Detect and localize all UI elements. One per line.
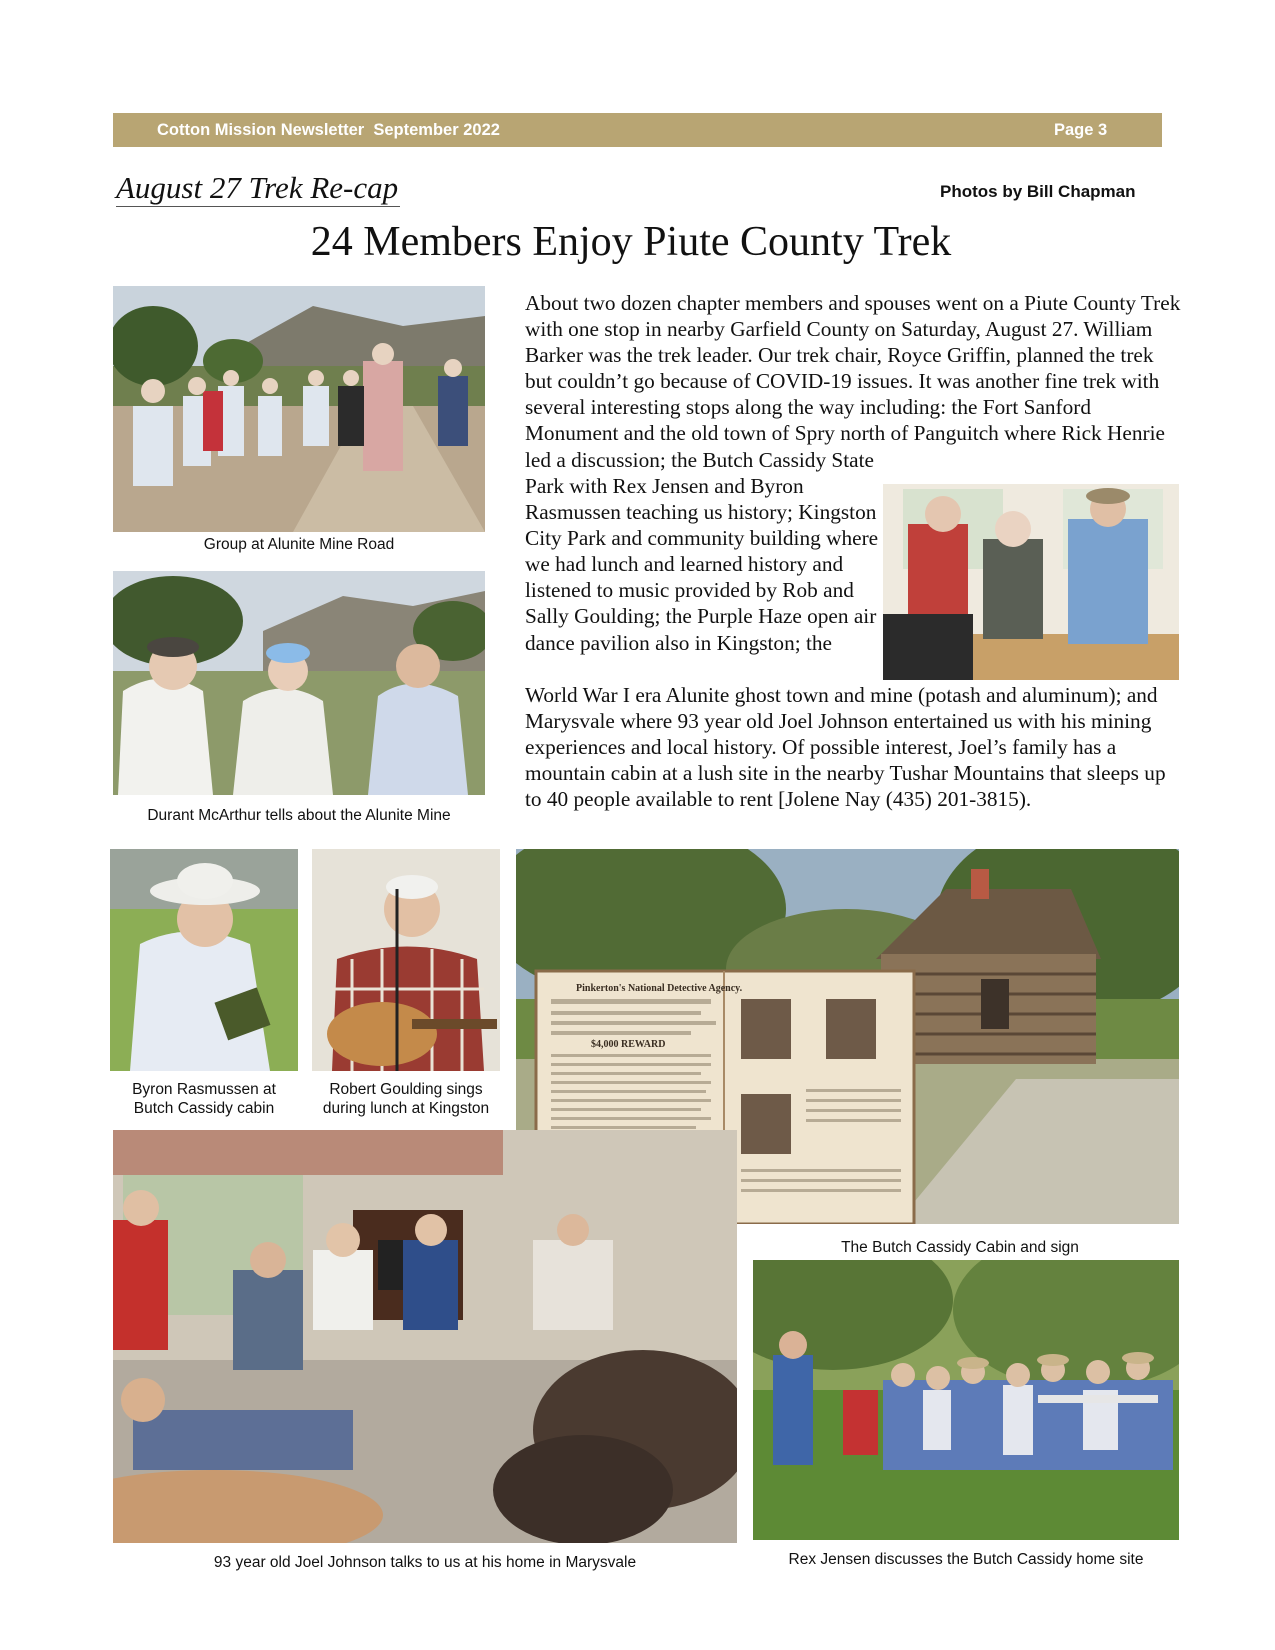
caption-robert-line1: Robert Goulding sings (329, 1081, 483, 1098)
headline: 24 Members Enjoy Piute County Trek (310, 219, 952, 265)
article-paragraph-top: About two dozen chapter members and spouses went on a Piute County Trek with one stop in nearby Garfield County on Saturday, August 27. William Barker was the trek leader. Our trek chair, Royce Griffin, planned the trek but couldn’t go because of COVID-19 issues. It was another fine trek with several interesting stops along the way including: the Fort Sanford Monument and the old town of Spry north of Panguitch where Rick Henrie led a discussion; the Butch Cassidy State (525, 291, 1181, 472)
photo-credit: Photos by Bill Chapman (940, 182, 1136, 201)
article-paragraph-bottom: World War I era Alunite ghost town and mine (potash and aluminum); and Marysvale where 93 year old Joel Johnson entertained us with his mining experiences and local history. Of possible interest, Joel’s family has a mountain cabin at a lush site in the nearby Tushar Mountains that sleeps up to 40 people available to rent [Jolene Nay (435) 201-3815). (525, 683, 1166, 812)
caption-durant: Durant McArthur tells about the Alunite Mine (147, 807, 451, 824)
caption-cabin: The Butch Cassidy Cabin and sign (841, 1239, 1079, 1256)
photo-rex-jensen (753, 1260, 1179, 1540)
sign-reward-text: $4,000 REWARD (591, 1039, 666, 1050)
newsletter-title: Cotton Mission Newsletter September 2022 (157, 121, 500, 139)
caption-byron-line1: Byron Rasmussen at (132, 1081, 276, 1098)
caption-alunite-road: Group at Alunite Mine Road (203, 536, 395, 553)
caption-robert-line2: during lunch at Kingston (322, 1100, 490, 1117)
page-number: Page 3 (1054, 121, 1108, 139)
photo-byron-rasmussen (110, 849, 298, 1071)
section-title: August 27 Trek Re-cap (116, 170, 399, 205)
photo-kingston-indoor (883, 484, 1179, 680)
photo-joel-johnson (113, 1130, 737, 1543)
photo-robert-goulding (312, 849, 500, 1071)
photo-durant-mcarthur (113, 571, 485, 795)
caption-rex: Rex Jensen discusses the Butch Cassidy home site (788, 1551, 1144, 1568)
article-paragraph-middle: Park with Rex Jensen and Byron Rasmussen teaching us history; Kingston City Park and community building where we had lunch and learned history and listened to music provided by Rob and Sally Goulding; the Purple Haze open air dance pavilion also in Kingston; the (525, 474, 879, 655)
caption-byron-line2: Butch Cassidy cabin (133, 1100, 275, 1117)
caption-joel: 93 year old Joel Johnson talks to us at his home in Marysvale (213, 1554, 637, 1571)
photo-group-alunite-road (113, 286, 485, 532)
sign-agency-text: Pinkerton's National Detective Agency. (576, 983, 743, 994)
